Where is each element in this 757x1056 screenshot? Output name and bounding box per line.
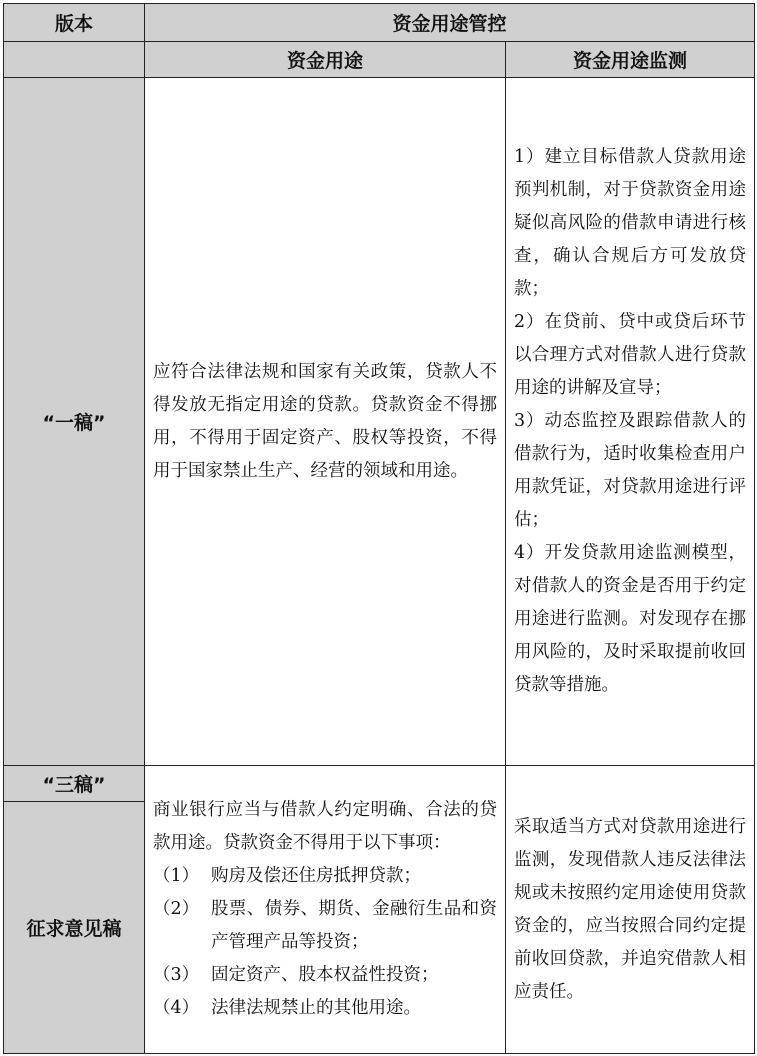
header-fund-control: 资金用途管控 xyxy=(145,4,755,42)
use-item-4 xyxy=(153,992,497,1025)
use-item-text: 固定资产、股本权益性投资； xyxy=(211,965,439,985)
header-fund-monitor: 资金用途监测 xyxy=(506,42,755,78)
use-intro: 商业银行应当与借款人约定明确、合法的贷款用途。贷款资金不得用于以下事项： xyxy=(153,800,497,853)
monitor-item-1: 1）建立目标借款人贷款用途预判机制，对于贷款资金用途疑似高风险的借款申请进行核查，确认合规后方可发放贷款； xyxy=(514,147,747,299)
header-blank-cell xyxy=(4,42,145,78)
use-item-number: （3） xyxy=(153,965,200,985)
use-item-2 xyxy=(153,893,497,959)
use-item-number: （2） xyxy=(153,899,200,919)
row-first-draft xyxy=(4,78,755,766)
document-page xyxy=(3,3,754,1053)
shared-monitor-cell: 采取适当方式对贷款用途进行监测，发现借款人违反法律法规或未按照约定用途使用贷款资金的，应当按照合同约定提前收回贷款，并追究借款人相应责任。 xyxy=(506,766,755,1054)
use-item-3 xyxy=(153,959,497,992)
monitor-item-2: 2）在贷前、贷中或贷后环节以合理方式对借款人进行贷款用途的讲解及宣导； xyxy=(514,312,747,398)
fund-usage-control-table xyxy=(3,3,755,1054)
use-item-number: （4） xyxy=(153,998,200,1018)
header-row-1 xyxy=(4,4,755,42)
shared-use-cell xyxy=(145,766,506,1054)
header-version: 版本 xyxy=(4,4,145,42)
header-fund-use: 资金用途 xyxy=(145,42,506,78)
version-consultation-draft: 征求意见稿 xyxy=(4,802,145,1054)
use-item-number: （1） xyxy=(153,866,200,886)
version-third-draft: “三稿” xyxy=(4,766,145,802)
monitor-item-3: 3）动态监控及跟踪借款人的借款行为，适时收集检查用户用款凭证，对贷款用途进行评估； xyxy=(514,411,747,530)
row-third-draft xyxy=(4,766,755,802)
version-first-draft: “一稿” xyxy=(4,78,145,766)
header-row-2 xyxy=(4,42,755,78)
monitor-item-4: 4）开发贷款用途监测模型，对借款人的资金是否用于约定用途进行监测。对发现存在挪用风险的，及时采取提前收回贷款等措施。 xyxy=(514,543,747,695)
use-item-text: 购房及偿还住房抵押贷款； xyxy=(211,866,421,886)
use-item-1 xyxy=(153,860,497,893)
use-item-text: 股票、债券、期货、金融衍生品和资产管理产品等投资； xyxy=(211,899,497,952)
first-draft-monitor xyxy=(506,78,755,766)
use-item-text: 法律法规禁止的其他用途。 xyxy=(211,998,421,1018)
first-draft-use: 应符合法律法规和国家有关政策，贷款人不得发放无指定用途的贷款。贷款资金不得挪用，不得用于固定资产、股权等投资，不得用于国家禁止生产、经营的领域和用途。 xyxy=(145,78,506,766)
